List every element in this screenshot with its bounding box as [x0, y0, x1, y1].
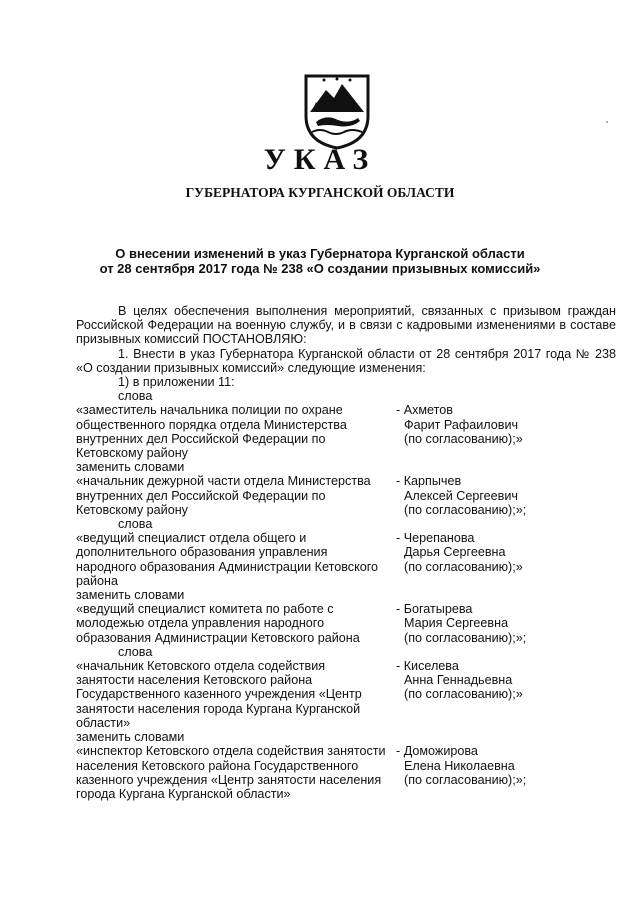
- coat-of-arms-emblem: [298, 72, 376, 150]
- person-name: Мария Сергеевна: [404, 616, 509, 631]
- person-note: (по согласованию);»: [404, 431, 523, 446]
- person-note: (по согласованию);»;: [404, 772, 527, 787]
- entry-position: «начальник дежурной части отдела Министерства внутренних дел Российской Федерации по Кетовскому району: [76, 474, 371, 517]
- entry-position: «инспектор Кетовского отдела содействия занятости населения Кетовского района Государственного казенного учреждения «Центр занятости населения города Кургана Курганской области»: [76, 744, 386, 801]
- words-label: слова: [118, 517, 153, 532]
- subject-line-1: О внесении изменений в указ Губернатора Курганской области: [115, 246, 525, 261]
- subject-line-2: от 28 сентября 2017 года № 238 «О создании призывных комиссий»: [99, 261, 541, 276]
- amendment-paragraph: 1. Внести в указ Губернатора Курганской области от 28 сентября 2017 года № 238 «О создании призывных комиссий» следующие изменения:: [76, 346, 616, 375]
- entry-row: [76, 474, 616, 517]
- document-title: УКАЗ: [263, 143, 377, 176]
- person-surname: - Ахметов: [396, 403, 453, 418]
- entry-row: [76, 531, 616, 588]
- document-subject: [0, 246, 640, 276]
- entry-position: «заместитель начальника полиции по охране общественного порядка отдела Министерства внутренних дел Российской Федерации по Кетовскому району: [76, 403, 347, 461]
- person-surname: - Богатырева: [396, 602, 473, 617]
- words-label: слова: [118, 644, 153, 659]
- entry-row: [76, 403, 616, 460]
- person-note: (по согласованию);»: [404, 559, 523, 574]
- entry-person: [386, 403, 523, 460]
- entry-position: «начальник Кетовского отдела содействия занятости населения Кетовского района Государственного казенного учреждения «Центр занятости населения города Кургана Курганской области»: [76, 659, 362, 730]
- entry-position: «ведущий специалист комитета по работе с молодежью отдела управления народного образования Администрации Кетовского района: [76, 602, 360, 645]
- person-note: (по согласованию);»;: [404, 502, 527, 517]
- entry-row: [76, 659, 616, 730]
- person-name: Анна Геннадьевна: [404, 673, 513, 688]
- entry-person: [386, 744, 526, 801]
- scan-speck: [606, 121, 608, 123]
- replace-label: заменить словами: [76, 730, 185, 745]
- entry-person: [386, 531, 523, 588]
- entry-row: [76, 602, 616, 645]
- replace-label: заменить словами: [76, 588, 185, 603]
- entry-position: «ведущий специалист отдела общего и дополнительного образования управления народного образования Администрации Кетовского района: [76, 531, 379, 588]
- intro-paragraph: В целях обеспечения выполнения мероприятий, связанных с призывом граждан Российской Федерации на военную службу, и в связи с кадровыми изменениями в составе призывных комиссий ПОСТАНОВЛЯЮ:: [76, 304, 616, 347]
- document-issuer: ГУБЕРНАТОРА КУРГАНСКОЙ ОБЛАСТИ: [185, 185, 455, 200]
- person-surname: - Черепанова: [396, 531, 475, 546]
- person-name: Алексей Сергеевич: [404, 488, 518, 503]
- person-surname: - Доможирова: [396, 744, 478, 759]
- person-note: (по согласованию);»: [404, 687, 523, 702]
- person-name: Елена Николаевна: [404, 758, 515, 773]
- entry-row: [76, 744, 616, 801]
- entry-person: [386, 602, 526, 645]
- appendix-paragraph: 1) в приложении 11:: [118, 375, 235, 390]
- words-label: слова: [118, 389, 153, 404]
- entry-person: [386, 659, 523, 730]
- document-body: [76, 304, 616, 801]
- entry-person: [386, 474, 526, 517]
- person-surname: - Карпычев: [396, 474, 462, 489]
- person-note: (по согласованию);»;: [404, 630, 527, 645]
- person-name: Дарья Сергеевна: [404, 545, 506, 560]
- person-name: Фарит Рафаилович: [404, 417, 519, 432]
- replace-label: заменить словами: [76, 460, 185, 475]
- person-surname: - Киселева: [396, 659, 459, 674]
